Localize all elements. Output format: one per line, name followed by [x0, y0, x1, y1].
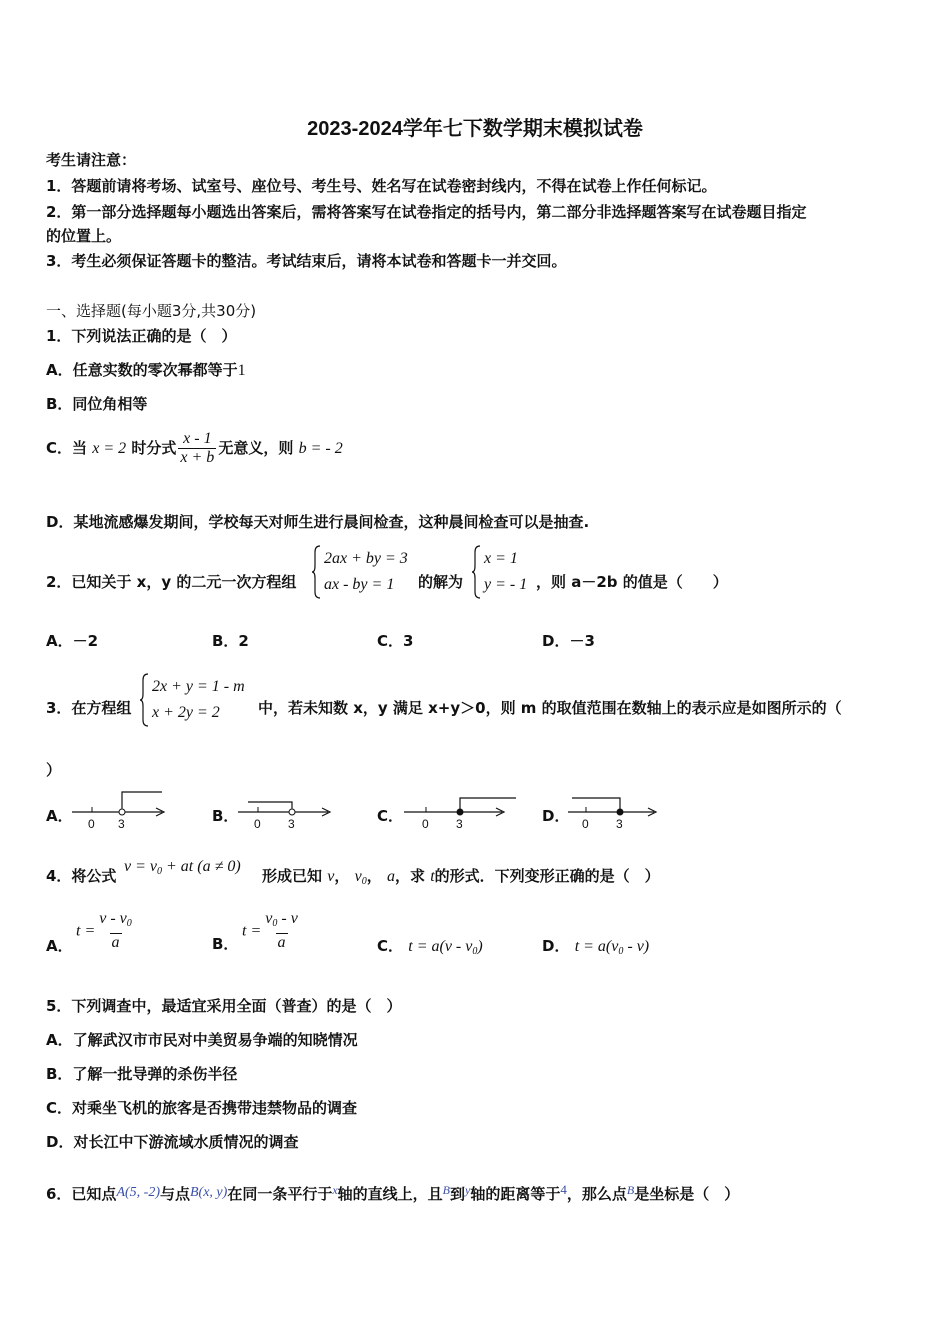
- q3-equation-1: 2x + y = 1 - m: [152, 678, 245, 695]
- q4-stem: 形成已知 v， $v_0$， a，求 t的形式．下列变形正确的是（ ）: [262, 867, 660, 887]
- notice-item-2-cont: 的位置上。: [46, 227, 122, 245]
- q4-d-close: - v): [623, 938, 650, 955]
- q3-pre: 3．在方程组: [46, 699, 132, 717]
- q1-option-d: D．某地流感爆发期间，学校每天对师生进行晨间检查，这种晨间检查可以是抽查.: [46, 513, 590, 531]
- q4-a-label: A．: [46, 937, 73, 955]
- number-line-c: [402, 788, 518, 832]
- q4-b-lhs: t =: [242, 922, 262, 940]
- section-heading: 一、选择题(每小题3分,共30分): [46, 302, 257, 320]
- q1-c-result: b = - 2: [298, 440, 343, 457]
- q2-solution: [472, 544, 542, 600]
- q4-a-fraction: [97, 910, 134, 952]
- q4-var-a: a: [386, 868, 395, 885]
- q6-mid6: ，那么点: [566, 1185, 627, 1203]
- q1-option-c: [46, 430, 343, 467]
- q4-option-a-expr: [76, 910, 136, 952]
- q1-c-condition: x = 2: [92, 440, 127, 457]
- q3-post: 中，若未知数 x，y 满足 x+y＞0，则 m 的取值范围在数轴上的表示应是如图所示的（: [258, 699, 842, 717]
- q2-option-d: D．－3: [542, 632, 595, 650]
- q4-c-label: C．: [377, 937, 404, 955]
- q2-option-c: C．3: [377, 632, 414, 650]
- q1-c-pre: C．当: [46, 439, 88, 457]
- q1-option-a-text: A．任意实数的零次幂都等于: [46, 361, 238, 379]
- q2-mid: 的解为: [418, 573, 464, 591]
- q2-solution-x: x = 1: [484, 550, 518, 567]
- number-line-d: [566, 788, 666, 832]
- q4-a-numerator-sub: 0: [126, 918, 132, 929]
- q2-equation-2: ax - by = 1: [324, 576, 395, 593]
- q2-equation-1: 2ax + by = 3: [324, 550, 408, 567]
- q4-c-expr: t = a(v - v: [408, 938, 473, 955]
- brace-icon: [472, 544, 482, 600]
- q4-formula-rhs: + at (a ≠ 0): [162, 858, 241, 875]
- q3-option-a: A．: [46, 807, 73, 825]
- q6-b2: B: [626, 1183, 635, 1197]
- q4-var-v0: v: [354, 868, 362, 885]
- tick-label-3: 3: [616, 817, 623, 831]
- q1-c-mid: 时分式: [131, 439, 177, 457]
- q4-d-label: D．: [542, 937, 570, 955]
- q4-pre: 4．将公式: [46, 867, 117, 885]
- tick-label-0: 0: [422, 817, 429, 831]
- tick-label-0: 0: [88, 817, 95, 831]
- q4-ask: ，求: [394, 867, 425, 885]
- q3-option-d: D．: [542, 807, 570, 825]
- tick-label-3: 3: [456, 817, 463, 831]
- page-title: 2023-2024学年七下数学期末模拟试卷: [307, 118, 643, 140]
- q2-system: [312, 544, 422, 600]
- q4-d-expr: t = a(v: [574, 938, 619, 955]
- q6-post: 是坐标是（ ）: [634, 1185, 740, 1203]
- q4-var-v0-sub: 0: [361, 876, 367, 887]
- q6-mid5: 轴的距离等于: [470, 1185, 561, 1203]
- q6-point-b: B(x, y): [190, 1185, 228, 1200]
- notice-item-1: 1．答题前请将考场、试室号、座位号、考生号、姓名写在试卷密封线内，不得在试卷上作任何标记。: [46, 177, 717, 195]
- q5-option-a: A．了解武汉市市民对中美贸易争端的知晓情况: [46, 1031, 358, 1049]
- q4-option-d: [542, 936, 649, 962]
- q2-option-b: B．2: [212, 632, 249, 650]
- q3-close: ）: [46, 761, 62, 779]
- q6-b: B: [442, 1183, 451, 1197]
- q2-pre: 2．已知关于 x，y 的二元一次方程组: [46, 573, 297, 591]
- q5-option-b: B．了解一批导弹的杀伤半径: [46, 1065, 238, 1083]
- q1-c-post: 无意义，则: [218, 439, 294, 457]
- q6-four: 4: [560, 1182, 567, 1197]
- q4-b-numerator-post: - v: [277, 910, 298, 927]
- notice-heading: 考生请注意：: [46, 151, 137, 169]
- q4-var-v: v: [327, 868, 335, 885]
- q4-c-sub: 0: [472, 946, 478, 957]
- q1-c-numerator: x - 1: [183, 430, 212, 447]
- notice-item-3: 3．考生必须保证答题卡的整洁。考试结束后，请将本试卷和答题卡一并交回。: [46, 252, 567, 270]
- q4-formula-sub: 0: [157, 866, 162, 877]
- q4-b-denominator: a: [277, 934, 286, 951]
- q4-option-a: [46, 920, 73, 958]
- q2-post: ，则 a－2b 的值是（ ）: [536, 573, 728, 591]
- q3-system: [140, 672, 260, 728]
- q4-a-numerator: v - v: [99, 910, 127, 927]
- q4-b-numerator: v: [265, 910, 273, 927]
- tick-label-0: 0: [254, 817, 261, 831]
- q1-option-b: B．同位角相等: [46, 395, 148, 413]
- brace-icon: [312, 544, 322, 600]
- q6-pre: 6．已知点: [46, 1185, 117, 1203]
- q5-stem: 5．下列调查中，最适宜采用全面（普查）的是（ ）: [46, 997, 402, 1015]
- q1-option-a-value: 1: [237, 362, 246, 379]
- tick-label-3: 3: [118, 817, 125, 831]
- q6-point-a: A(5, -2): [116, 1185, 160, 1200]
- q2-option-a: A．－2: [46, 632, 99, 650]
- q4-option-b: B．: [212, 935, 239, 953]
- q4-a-lhs: t =: [76, 922, 96, 940]
- q6-x: x: [332, 1183, 338, 1197]
- q6-mid2: 在同一条平行于: [227, 1185, 333, 1203]
- q6-mid3: 轴的直线上，且: [337, 1185, 443, 1203]
- q3-option-c: C．: [377, 807, 404, 825]
- tick-label-3: 3: [288, 817, 295, 831]
- q4-b-numerator-sub: 0: [272, 918, 278, 929]
- q1-c-fraction: [178, 430, 216, 467]
- q6-mid1: 与点: [159, 1185, 190, 1203]
- q4-post: 的形式．下列变形正确的是（ ）: [434, 867, 660, 885]
- q4-b-fraction: [263, 910, 300, 952]
- q1-stem: 1．下列说法正确的是（ ）: [46, 327, 237, 345]
- number-line-b: [236, 788, 336, 832]
- q6-stem: [46, 1180, 739, 1204]
- q4-c-close: ): [477, 938, 483, 955]
- q4-a-denominator: a: [111, 934, 120, 951]
- number-line-a: [70, 788, 170, 832]
- notice-item-2: 2．第一部分选择题每小题选出答案后，需将答案写在试卷指定的括号内，第二部分非选择题答案写在试卷题目指定: [46, 203, 807, 221]
- brace-icon: [140, 672, 150, 728]
- q6-y: y: [465, 1183, 471, 1197]
- q4-option-c: [377, 936, 483, 962]
- tick-label-0: 0: [582, 817, 589, 831]
- q5-option-d: D．对长江中下游流域水质情况的调查: [46, 1133, 299, 1151]
- q3-option-b: B．: [212, 807, 239, 825]
- q3-equation-2: x + 2y = 2: [152, 704, 220, 721]
- q4-mid: 形成已知: [262, 867, 323, 885]
- q1-c-denominator: x + b: [180, 449, 215, 466]
- q4-formula-lhs: v = v: [124, 858, 157, 875]
- q4-var-t: t: [430, 868, 435, 885]
- q6-mid4: 到: [450, 1185, 466, 1203]
- q5-option-c: C．对乘坐飞机的旅客是否携带违禁物品的调查: [46, 1099, 358, 1117]
- q4-d-sub: 0: [618, 946, 624, 957]
- q4-option-b-expr: [242, 910, 302, 952]
- q2-solution-y: y = - 1: [484, 576, 528, 593]
- q4-formula: [124, 856, 241, 882]
- q1-option-a: [46, 360, 246, 381]
